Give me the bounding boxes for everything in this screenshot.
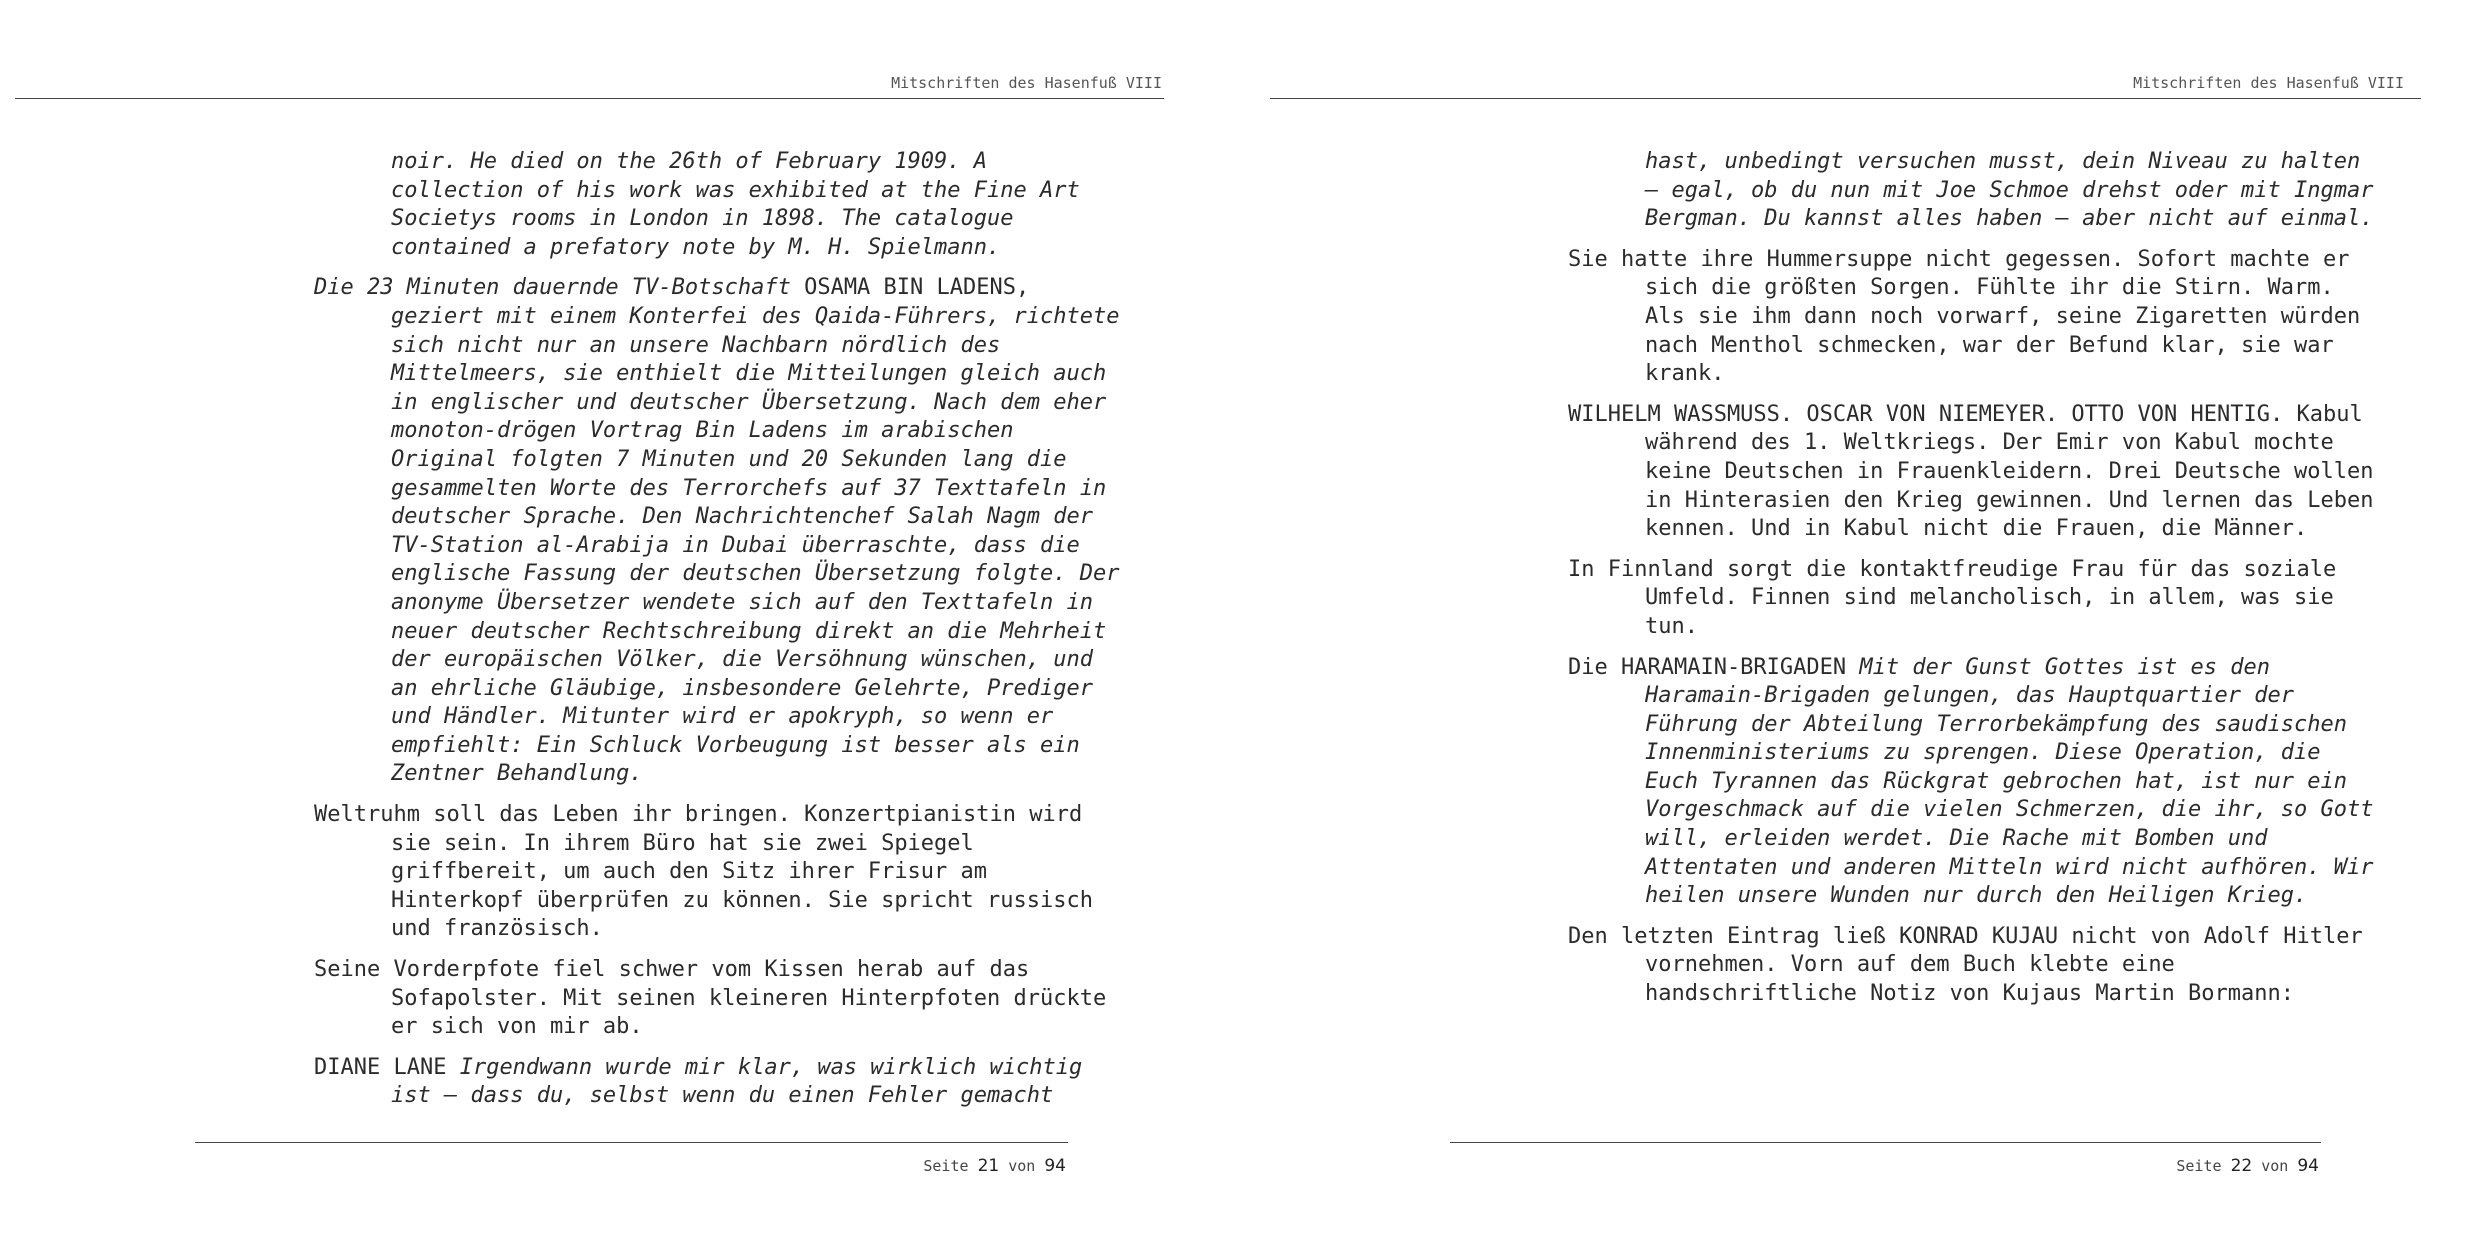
running-header: Mitschriften des Hasenfuß VIII bbox=[2133, 74, 2404, 92]
header-rule bbox=[1270, 98, 2421, 99]
page-number bbox=[923, 1156, 1066, 1176]
paragraph-weltruhm bbox=[314, 801, 1124, 944]
paragraph-continued bbox=[1568, 148, 2378, 234]
paragraph-haramain bbox=[1568, 654, 2378, 911]
page-number bbox=[2176, 1156, 2319, 1176]
paragraph-text: WILHELM WASSMUSS. OSCAR VON NIEMEYER. OTTO VON HENTIG. Kabul während des 1. Weltkriegs. Der Emir von Kabul mochte keine Deutschen in Frauenkleidern. Drei Deutsche wollen in Hinterasien den Krieg gewinnen. Und lernen das Leben kennen. Und in Kabul nicht die Frauen, die Männer. bbox=[1568, 401, 2374, 542]
page-of: von bbox=[1008, 1157, 1036, 1175]
paragraph-vorderpfote bbox=[314, 956, 1124, 1042]
paragraph-wassmuss bbox=[1568, 401, 2378, 544]
paragraph-diane-lane bbox=[314, 1054, 1124, 1111]
page-prefix: Seite bbox=[2176, 1157, 2222, 1175]
paragraph-text: Mit der Gunst Gottes ist es den Haramain-Brigaden gelungen, das Hauptquartier der Führung der Abteilung Terrorbekämpfung des saudischen Innenministeriums zu sprengen. Diese Operation, die Euch Tyrannen das Rückgrat gebrochen hat, ist nur ein Vorgeschmack auf die vielen Schmerzen, die ihr, so Gott will, erleiden werdet. Die Rache mit Bomben und Attentaten und anderen Mitteln wird nicht aufhören. Wir heilen unsere Wunden nur durch den Heiligen Krieg. bbox=[1645, 654, 2374, 909]
paragraph-hummersuppe bbox=[1568, 246, 2378, 389]
paragraph-text: hast, unbedingt versuchen musst, dein Niveau zu halten – egal, ob du nun mit Joe Schmoe drehst oder mit Ingmar Bergman. Du kannst alles haben – aber nicht auf einmal. bbox=[1645, 149, 2374, 232]
paragraph-text: In Finnland sorgt die kontaktfreudige Frau für das soziale Umfeld. Finnen sind melancholisch, in allem, was sie tun. bbox=[1568, 556, 2337, 639]
paragraph-text: Die 23 Minuten dauernde TV-Botschaft bbox=[314, 275, 805, 301]
running-header: Mitschriften des Hasenfuß VIII bbox=[891, 74, 1162, 92]
footer-rule bbox=[1450, 1142, 2321, 1143]
paragraph-continued bbox=[314, 148, 1124, 262]
page-prefix: Seite bbox=[923, 1157, 969, 1175]
paragraph-kujau bbox=[1568, 923, 2378, 1009]
total-pages: 94 bbox=[2297, 1156, 2319, 1176]
paragraph-finnland bbox=[1568, 556, 2378, 642]
paragraph-name: OSAMA BIN LADENS, bbox=[804, 275, 1030, 301]
paragraph-text: Seine Vorderpfote fiel schwer vom Kissen herab auf das Sofapolster. Mit seinen kleineren Hinterpfoten drückte er sich von mir ab. bbox=[314, 957, 1107, 1040]
paragraph-text: noir. He died on the 26th of February 1909. A collection of his work was exhibited at the Fine Art Societys rooms in London in 1898. The catalogue contained a prefatory note by M. H. Spielmann. bbox=[391, 149, 1080, 260]
header-rule bbox=[15, 98, 1164, 99]
page-body bbox=[1568, 148, 2378, 1021]
current-page: 21 bbox=[977, 1156, 1000, 1176]
page-22 bbox=[1240, 0, 2480, 1240]
paragraph-text: Irgendwann wurde mir klar, was wirklich wichtig ist – dass du, selbst wenn du einen Fehler gemacht bbox=[391, 1054, 1083, 1109]
page-of: von bbox=[2261, 1157, 2289, 1175]
total-pages: 94 bbox=[1044, 1156, 1066, 1176]
page-body bbox=[314, 148, 1124, 1123]
paragraph-text: geziert mit einem Konterfei des Qaida-Führers, richtete sich nicht nur an unsere Nachbarn nördlich des Mittelmeers, sie enthielt die Mitteilungen gleich auch in englischer und deutscher Übersetzung. Nach dem eher monoton-drögen Vortrag Bin Ladens im arabischen Original folgten 7 Minuten und 20 Sekunden lang die gesammelten Worte des Terrorchefs auf 37 Texttafeln in deutscher Sprache. Den Nachrichtenchef Salah Nagm der TV-Station al-Arabija in Dubai überraschte, dass die englische Fassung der deutschen Übersetzung folgte. Der anonyme Übersetzer wendete sich auf den Texttafeln in neuer deutscher Rechtschreibung direkt an die Mehrheit der europäischen Völker, die Versöhnung wünschen, und an ehrliche Gläubige, insbesondere Gelehrte, Prediger und Händler. Mitunter wird er apokryph, so wenn er empfiehlt: Ein Schluck Vorbeugung ist besser als ein Zentner Behandlung. bbox=[391, 303, 1120, 787]
current-page: 22 bbox=[2230, 1156, 2253, 1176]
paragraph-bin-laden bbox=[314, 274, 1124, 789]
paragraph-text: Weltruhm soll das Leben ihr bringen. Konzertpianistin wird sie sein. In ihrem Büro hat sie zwei Spiegel griffbereit, um auch den Sitz ihrer Frisur am Hinterkopf überprüfen zu können. Sie spricht russisch und französisch. bbox=[314, 802, 1093, 942]
paragraph-lead: DIANE LANE bbox=[314, 1054, 460, 1080]
paragraph-text: Den letzten Eintrag ließ KONRAD KUJAU nicht von Adolf Hitler vornehmen. Vorn auf dem Buch klebte eine handschriftliche Notiz von Kujaus Martin Bormann: bbox=[1568, 923, 2363, 1007]
footer-rule bbox=[195, 1142, 1068, 1143]
paragraph-lead: Die HARAMAIN-BRIGADEN bbox=[1568, 654, 1860, 680]
paragraph-text: Sie hatte ihre Hummersuppe nicht gegessen. Sofort machte er sich die größten Sorgen. Fühlte ihr die Stirn. Warm. Als sie ihm dann noch vorwarf, seine Zigaretten würden nach Menthol schmecken, war der Befund klar, sie war krank. bbox=[1568, 246, 2361, 387]
